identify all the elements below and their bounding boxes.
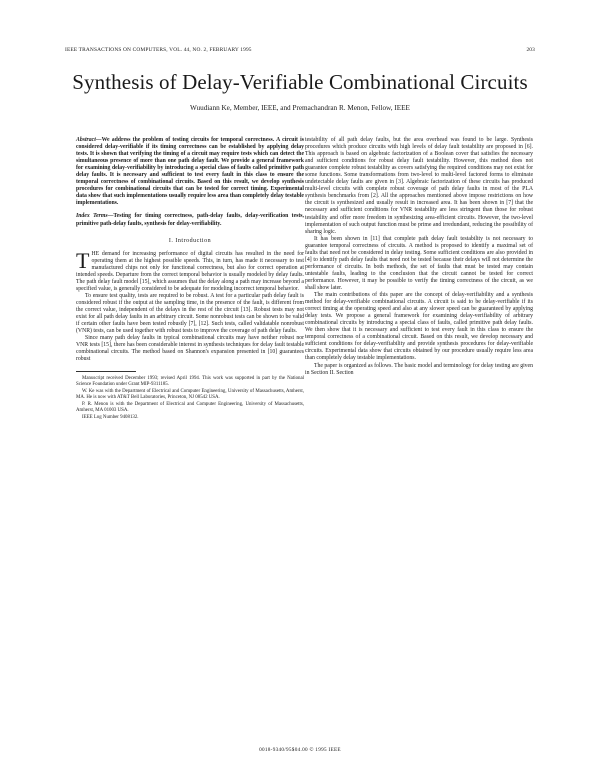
drop-cap: T	[76, 247, 90, 273]
index-terms-text: Testing for timing correctness, path-delay faults, delay-verification tests, primitive path-delay faults, synthesis for delay-verifiability.	[76, 213, 304, 227]
running-head	[65, 47, 535, 57]
index-terms-label: Index Terms—	[76, 213, 114, 220]
body-paragraph: The paper is organized as follows. The basic model and terminology for delay testing are given in Section II. Section	[305, 362, 533, 376]
body-paragraph: It has been shown in [11] that complete path delay fault testability is not necessary to guarantee temporal correctness of circuits. A method is proposed to identify a maximal set of faults that need not be considered in delay testing. Some sufficient conditions are also provided in [4] to identify path delay faults that need not be tested because their delays will not determine the performance of circuits. In both methods, the set of faults that must be tested may contain untestable faults, leading to the conclusion that the circuit cannot be tested for correct performance. However, it may be possible to verify the timing correctness of the circuit, as we shall show later.	[305, 235, 533, 291]
section-heading: I. Introduction	[168, 237, 212, 244]
footnote-divider	[76, 371, 136, 372]
page-number: 203	[526, 47, 535, 53]
footnote: Manuscript received December 1993; revised April 1994. This work was supported in part by the National Science Foundation under Grant MIP-9311185.	[76, 376, 304, 388]
paragraph-text: HE demand for increasing performance of digital circuits has resulted in the need for operating them at the highest possible speeds. This, in turn, has made it necessary to test manufactured chips not only for functional correctness, but also for correct operation at intended speeds. Departure from the correct temporal behavior is usually modeled by delay faults. The path delay fault model [15], which assumes that the delay along a path may increase beyond a specified value, is generally considered to be adequate for modeling incorrect temporal behavior.	[76, 250, 304, 292]
index-terms	[76, 213, 304, 227]
abstract	[76, 137, 304, 207]
body-paragraph: The main contributions of this paper are the concept of delay-verifiability and a synthesis method for delay-verifiable combinational circuits. A circuit is said to be delay-verifiable if its correct timing at the operating speed and also at any slower speed can be guaranteed by applying delay tests. We propose a general framework for examining delay-verifiability of arbitrary combinational circuits by introducing a special class of faults, called primitive path delay faults. We then show that it is necessary and sufficient to test every fault in this class to ensure the temporal correctness of a combinational circuit. Based on this result, we develop necessary and sufficient conditions for delay-verifiability and provide synthesis procedures for delay-verifiable circuits. Experimental data show that circuits obtained by our procedure usually require less area than completely delay testable implementations.	[305, 292, 533, 362]
body-paragraph	[76, 247, 304, 293]
journal-citation: IEEE TRANSACTIONS ON COMPUTERS, VOL. 44, NO. 2, FEBRUARY 1995	[65, 47, 252, 53]
paper-title: Synthesis of Delay-Verifiable Combinational Circuits	[72, 70, 528, 94]
body-paragraph: testability of all path delay faults, but the area overhead was found to be large. Synthesis procedures which produce circuits with high levels of delay fault testability are proposed in [6]. This approach is based on algebraic factorization of a Boolean cover that satisfies the necessary and sufficient conditions for robust delay fault testability. However, this method does not guarantee complete robust testability as covers satisfying the required conditions may not exist for some functions. Some transformations from two-level to multi-level factored forms to eliminate undetectable delay faults are given in [3]. Algebraic factorization of these circuits has produced multi-level circuits with complete robust coverage of path delay faults in most of the PLA synthesis benchmarks from [2]. All the approaches mentioned above impose restrictions on how the circuit is synthesized and usually result in increased area. It has been shown in [7] that the necessary and sufficient conditions for VNR testability are less stringent than those for robust testability and offer more freedom in synthesizing area-efficient circuits. However, the two-level implementation of such output function must be prime and irredundant, reducing the possibility of sharing logic.	[305, 137, 533, 235]
right-column	[305, 137, 533, 377]
footnotes	[76, 376, 304, 421]
abstract-label: Abstract—	[76, 137, 102, 143]
left-column	[76, 137, 304, 422]
body-paragraph: To ensure test quality, tests are required to be robust. A test for a particular path delay fault is considered robust if the output at the sampling time, in the presence of the fault, is different from the correct value, independent of the delays in the rest of the circuit [13]. Robust tests may not exist for all path delay faults in an arbitrary circuit. Some nonrobust tests can be shown to be valid if certain other faults have been tested robustly [7], [12]. Such tests, called validatable nonrobust (VNR) tests, can be used together with robust tests to improve the coverage of path delay faults.	[76, 292, 304, 335]
footnote: IEEE Log Number 9408132.	[82, 415, 139, 421]
abstract-text: We address the problem of testing circuits for temporal correctness. A circuit is considered delay-verifiable if its timing correctness can be established by applying delay tests. It is shown that verifying the timing of a circuit may require tests which can detect the simultaneous presence of more than one path delay fault. We provide a general framework for examining delay-verifiability by introducing a special class of faults called primitive path delay faults. It is necessary and sufficient to test every fault in this class to ensure the temporal correctness of combinational circuits. Based on this result, we develop synthesis procedures for combinational circuits that can be tested for correct timing. Experimental data show that such implementations usually require less area than completely delay testable implementations.	[76, 137, 304, 207]
footnote: P. R. Menon is with the Department of Electrical and Computer Engineering, University of Massachusetts, Amherst, MA 01003 USA.	[76, 402, 304, 414]
copyright-footer: 0018-9340/95$04.00 © 1995 IEEE	[259, 747, 341, 753]
body-paragraph: Since many path delay faults in typical combinational circuits may have neither robust nor VNR tests [15], there has been considerable interest in synthesis techniques for delay fault testable combinational circuits. The method based on Shannon's expansion presented in [10] guarantees robust	[76, 335, 304, 363]
author-line: Wuudiann Ke, Member, IEEE, and Premachandran R. Menon, Fellow, IEEE	[190, 104, 410, 112]
footnote: W. Ke was with the Department of Electrical and Computer Engineering, University of Massachusetts, Amherst, MA. He is now with AT&T Bell Laboratories, Princeton, NJ 08542 USA.	[76, 389, 304, 401]
